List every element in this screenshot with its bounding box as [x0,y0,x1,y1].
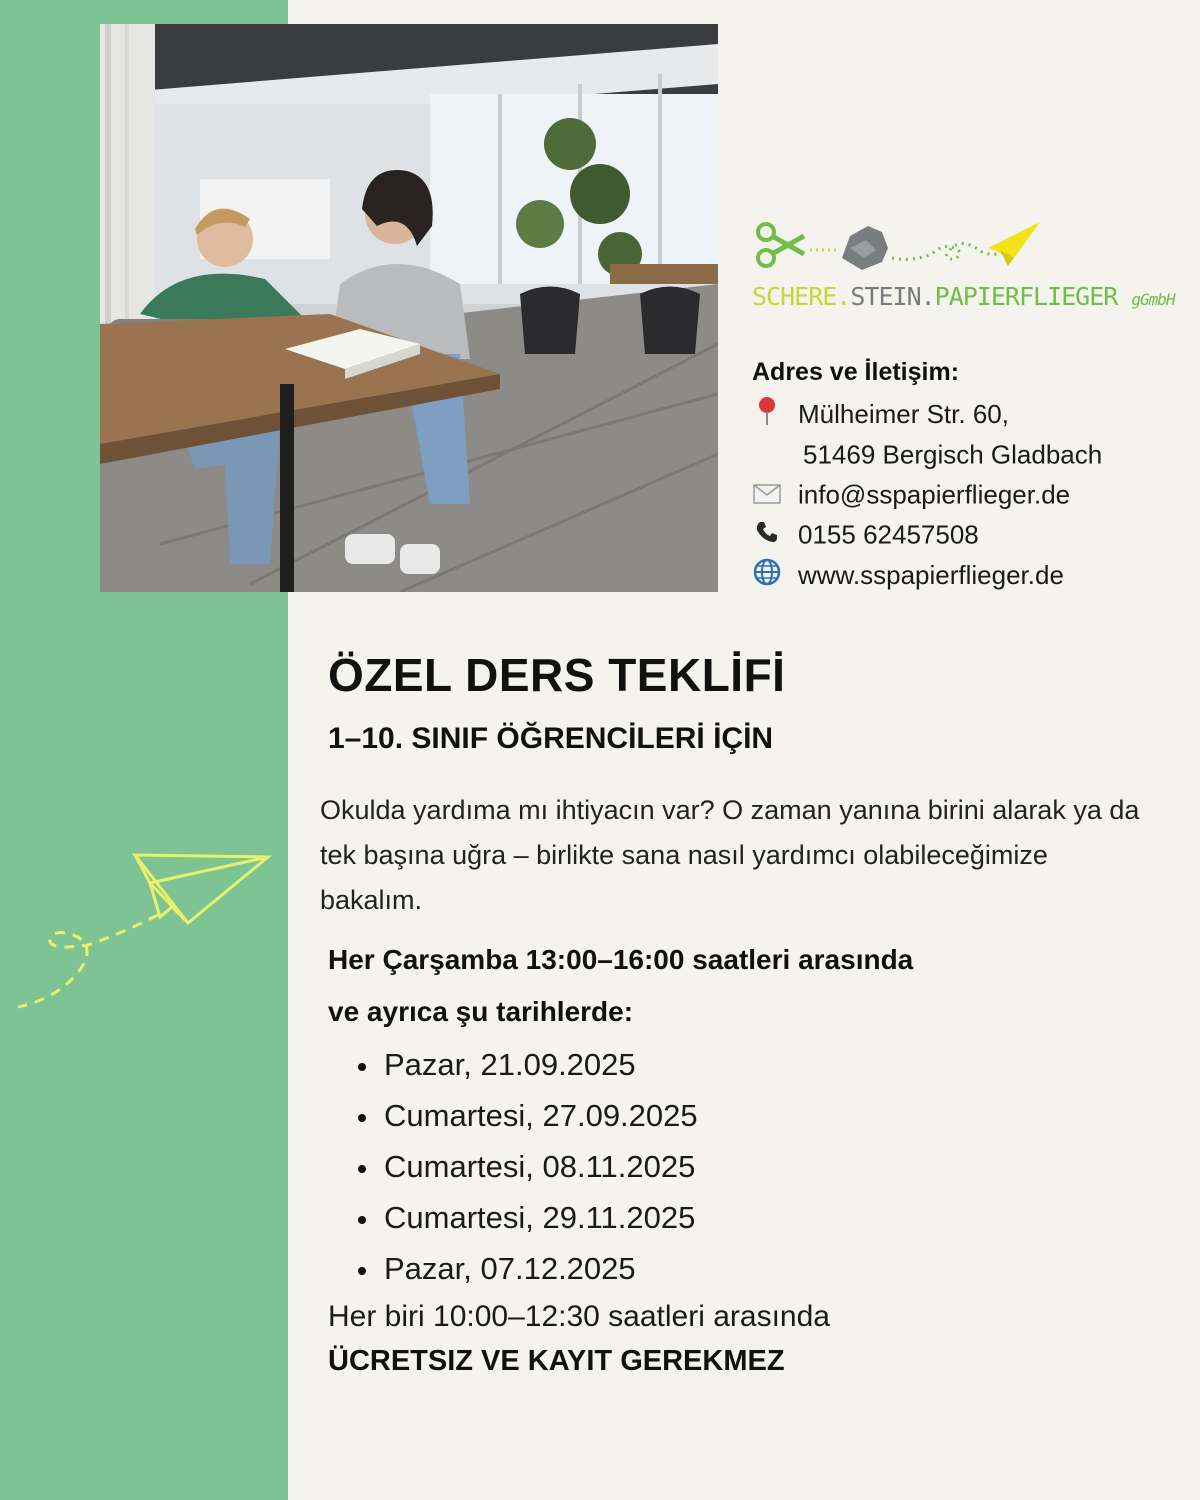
contact-phone-row[interactable] [752,518,979,551]
address-line1-text: Mülheimer Str. 60, [798,399,1009,429]
logo-graphic-icon [752,218,1132,282]
offer-intro: Okulda yardıma mı ihtiyacın var? O zaman yanına birini alarak ya da tek başına uğra – birlikte sana nasıl yardımcı olabileceğimize bakalım. [320,795,1140,915]
envelope-icon [752,480,782,511]
contact-address-line1 [752,396,1009,433]
date-item: Pazar, 07.12.2025 [356,1246,698,1297]
contact-email-row[interactable] [752,478,1070,511]
logo-word-stein: STEIN. [850,282,935,311]
phone-link[interactable]: 0155 62457508 [798,519,979,550]
schedule-weekly: Her Çarşamba 13:00–16:00 saatleri arasında [328,944,914,975]
schedule-extra-dates-label: ve ayrıca şu tarihlerde: [328,996,634,1027]
logo-word-ggmbh: gGmbH [1131,290,1175,309]
tutoring-scene-illustration [100,24,718,592]
contact-heading: Adres ve İletişim: [752,358,960,386]
company-logo [752,218,1175,328]
offer-subtitle: 1–10. SINIF ÖĞRENCİLERİ İÇİN [328,722,774,755]
address-line2-text: 51469 Bergisch Gladbach [803,439,1103,470]
session-times: Her biri 10:00–12:30 saatleri arasında [328,1300,830,1333]
tutoring-photo [100,24,718,592]
globe-icon [752,558,782,593]
paper-plane-icon [10,845,280,1035]
logo-word-papierflieger: PAPIERFLIEGER [934,282,1118,311]
logo-wordmark [752,282,1175,311]
location-pin-icon [752,396,782,433]
contact-address-line2 [803,438,1102,471]
date-item: Cumartesi, 08.11.2025 [356,1144,698,1195]
offer-title: ÖZEL DERS TEKLİFİ [328,649,786,701]
date-item: Cumartesi, 29.11.2025 [356,1195,698,1246]
email-link[interactable]: info@sspapierflieger.de [798,479,1071,510]
extra-dates-list [356,1042,698,1297]
logo-word-schere: SCHERE. [752,282,851,311]
website-link[interactable]: www.sspapierflieger.de [798,560,1064,590]
phone-icon [752,520,782,551]
free-no-registration-note: ÜCRETSIZ VE KAYIT GEREKMEZ [328,1345,785,1377]
contact-website-row[interactable] [752,558,1064,593]
date-item: Pazar, 21.09.2025 [356,1042,698,1093]
date-item: Cumartesi, 27.09.2025 [356,1093,698,1144]
